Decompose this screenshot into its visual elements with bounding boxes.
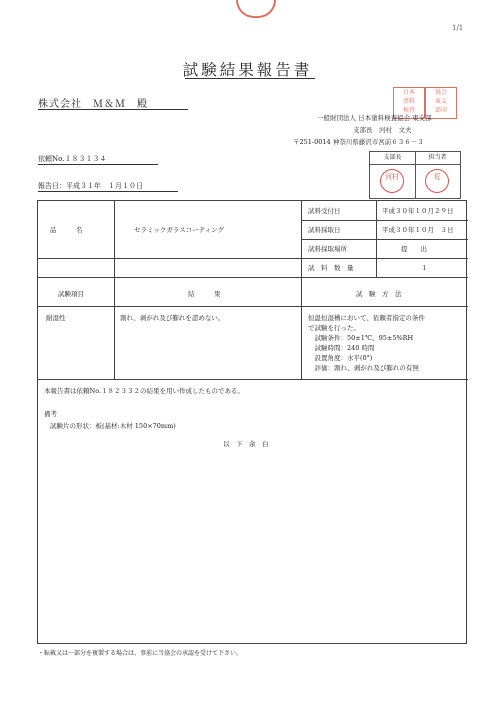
- method-line: 試験時間：240 時間: [308, 344, 375, 352]
- basis-note: 本報告書は依頼No.１８２３３２の結果を用い作成したものである。: [44, 387, 245, 395]
- method-line: 恒温恒湿槽において、依頼者指定の条件: [308, 314, 425, 322]
- person-stamp: 荒: [425, 169, 449, 193]
- collection-place-value: 提 出: [401, 245, 427, 253]
- sample-count-value: １: [421, 264, 428, 272]
- method-line: 試験条件：50±1℃、95±5%RH: [308, 334, 414, 342]
- end-of-content: 以 下 余 白: [223, 440, 269, 448]
- report-date: 報告日：平成３１年 １月１０日: [38, 182, 143, 190]
- received-date-label: 試料受付日: [308, 207, 341, 215]
- issuer-block: [293, 112, 432, 148]
- collection-place-label: 試料採取場所: [308, 245, 347, 253]
- request-number-underline: [38, 164, 158, 165]
- remarks-label: 備考: [44, 410, 57, 418]
- result-text: 割れ、剥がれ及び膨れを認めない。: [120, 314, 225, 322]
- product-name-label: 品 名: [50, 226, 83, 234]
- product-name-value: セラミックガラスコーティング: [134, 226, 225, 234]
- collected-date-value: 平成３０年１０月 ３日: [382, 226, 454, 234]
- received-date-value: 平成３０年１０月２９日: [382, 207, 454, 215]
- seal-stamp-top: [236, 0, 276, 18]
- header-method: 試 験 方 法: [356, 290, 402, 298]
- footnote: ・転載又は一部分を複製する場合は、事前に当協会の承認を受けて下さい。: [38, 650, 243, 657]
- report-title: 試験結果報告書: [182, 61, 313, 79]
- issuer-org: 一般財団法人 日本塗料検査協会 東支部: [317, 114, 432, 122]
- association-seal: 日本 塗料 検査: [393, 87, 425, 119]
- branch-seal: 協会 東支 部印: [425, 87, 457, 119]
- issuer-head: 支部長 河村 文夫: [353, 126, 412, 134]
- client-underline: [38, 109, 188, 110]
- method-text: [308, 313, 425, 373]
- request-number: 依頼No.１８３１３４: [38, 155, 107, 163]
- report-table: [37, 200, 467, 644]
- sample-count-label: 試 料 数 量: [308, 264, 354, 272]
- result-test-item: 耐湿性: [46, 314, 66, 322]
- head-stamp: 河村: [380, 169, 404, 193]
- header-test-item: 試験項目: [58, 290, 84, 298]
- title-underline: [185, 78, 315, 79]
- method-line: で試験を行った。: [308, 324, 360, 332]
- header-result: 結 果: [188, 290, 221, 298]
- approval-box: [369, 151, 461, 199]
- method-line: 評価：割れ、剥がれ及び膨れの有無: [308, 364, 419, 372]
- method-line: 設置角度：水平(0°): [308, 354, 373, 362]
- approval-person-label: 担当者: [415, 152, 460, 165]
- remarks-text: 試験片の形状：板(基材:木材 150×70mm): [50, 422, 176, 430]
- issuer-address: 〒251-0014 神奈川県藤沢市宮前６３６－３: [293, 138, 424, 146]
- page-number: 1/1: [452, 24, 464, 32]
- report-date-underline: [38, 191, 178, 192]
- collected-date-label: 試料採取日: [308, 226, 341, 234]
- approval-head-label: 支部長: [370, 152, 416, 165]
- client-name: 株式会社 Ｍ＆Ｍ 殿: [38, 99, 148, 110]
